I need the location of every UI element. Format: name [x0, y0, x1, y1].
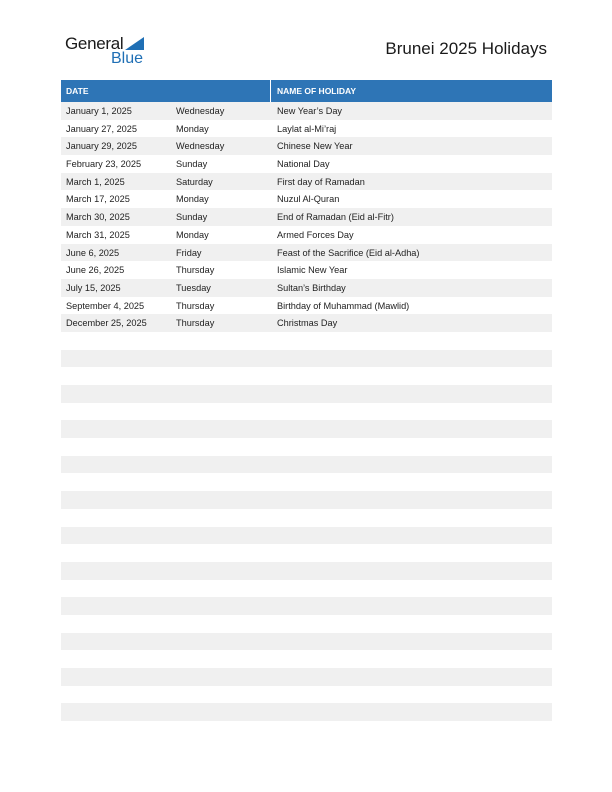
table-row	[61, 473, 552, 491]
table-row	[61, 208, 552, 226]
table-header	[61, 80, 552, 102]
table-row	[61, 155, 552, 173]
cell-day: Sunday	[176, 212, 208, 223]
column-header-date: DATE	[66, 86, 89, 96]
table-row	[61, 137, 552, 155]
table-row	[61, 544, 552, 562]
holiday-table	[61, 80, 552, 739]
cell-day: Wednesday	[176, 141, 225, 152]
cell-day: Saturday	[176, 176, 213, 187]
cell-date: March 30, 2025	[66, 212, 130, 223]
cell-day: Tuesday	[176, 282, 211, 293]
logo-word-blue: Blue	[111, 50, 144, 67]
table-row	[61, 456, 552, 474]
cell-holiday-name: Nuzul Al-Quran	[277, 194, 340, 205]
table-row	[61, 686, 552, 704]
cell-day: Monday	[176, 194, 209, 205]
header-divider	[270, 80, 271, 102]
cell-holiday-name: First day of Ramadan	[277, 176, 365, 187]
cell-holiday-name: Armed Forces Day	[277, 229, 354, 240]
cell-day: Friday	[176, 247, 202, 258]
cell-holiday-name: Chinese New Year	[277, 141, 353, 152]
column-header-name: NAME OF HOLIDAY	[277, 86, 357, 96]
cell-date: June 26, 2025	[66, 265, 125, 276]
cell-date: January 29, 2025	[66, 141, 138, 152]
table-row	[61, 244, 552, 262]
table-row	[61, 491, 552, 509]
table-row	[61, 527, 552, 545]
table-row	[61, 314, 552, 332]
cell-day: Thursday	[176, 300, 215, 311]
table-row	[61, 420, 552, 438]
cell-date: March 31, 2025	[66, 229, 130, 240]
table-row	[61, 279, 552, 297]
table-row	[61, 403, 552, 421]
table-row	[61, 226, 552, 244]
table-row	[61, 703, 552, 721]
cell-holiday-name: Feast of the Sacrifice (Eid al-Adha)	[277, 247, 420, 258]
table-row	[61, 438, 552, 456]
table-row	[61, 385, 552, 403]
cell-holiday-name: Laylat al-Mi’raj	[277, 123, 337, 134]
table-row	[61, 633, 552, 651]
cell-day: Monday	[176, 229, 209, 240]
table-row	[61, 668, 552, 686]
cell-day: Wednesday	[176, 106, 225, 116]
cell-holiday-name: End of Ramadan (Eid al-Fitr)	[277, 212, 394, 223]
cell-date: January 1, 2025	[66, 106, 132, 116]
cell-date: February 23, 2025	[66, 159, 142, 170]
table-row	[61, 173, 552, 191]
cell-holiday-name: New Year’s Day	[277, 106, 343, 116]
table-row	[61, 297, 552, 315]
cell-holiday-name: National Day	[277, 159, 330, 170]
table-row	[61, 350, 552, 368]
cell-day: Sunday	[176, 159, 208, 170]
cell-date: December 25, 2025	[66, 318, 147, 329]
cell-date: September 4, 2025	[66, 300, 145, 311]
cell-holiday-name: Christmas Day	[277, 318, 338, 329]
cell-date: July 15, 2025	[66, 282, 121, 293]
table-row	[61, 120, 552, 138]
table-body	[61, 102, 552, 739]
logo-word-general: General	[65, 34, 124, 53]
page-title: Brunei 2025 Holidays	[385, 39, 547, 58]
table-row	[61, 102, 552, 120]
table-row	[61, 580, 552, 598]
cell-date: January 27, 2025	[66, 123, 138, 134]
table-row	[61, 261, 552, 279]
generalblue-logo	[65, 34, 155, 68]
cell-date: March 17, 2025	[66, 194, 130, 205]
cell-date: June 6, 2025	[66, 247, 120, 258]
table-row	[61, 597, 552, 615]
table-row	[61, 332, 552, 350]
table-row	[61, 721, 552, 739]
cell-holiday-name: Birthday of Muhammad (Mawlid)	[277, 300, 410, 311]
table-row	[61, 615, 552, 633]
table-row	[61, 367, 552, 385]
cell-holiday-name: Sultan’s Birthday	[277, 282, 346, 293]
table-row	[61, 562, 552, 580]
table-row	[61, 190, 552, 208]
cell-day: Monday	[176, 123, 209, 134]
table-row	[61, 509, 552, 527]
cell-day: Thursday	[176, 318, 215, 329]
cell-holiday-name: Islamic New Year	[277, 265, 348, 276]
cell-day: Thursday	[176, 265, 215, 276]
cell-date: March 1, 2025	[66, 176, 125, 187]
table-row	[61, 650, 552, 668]
